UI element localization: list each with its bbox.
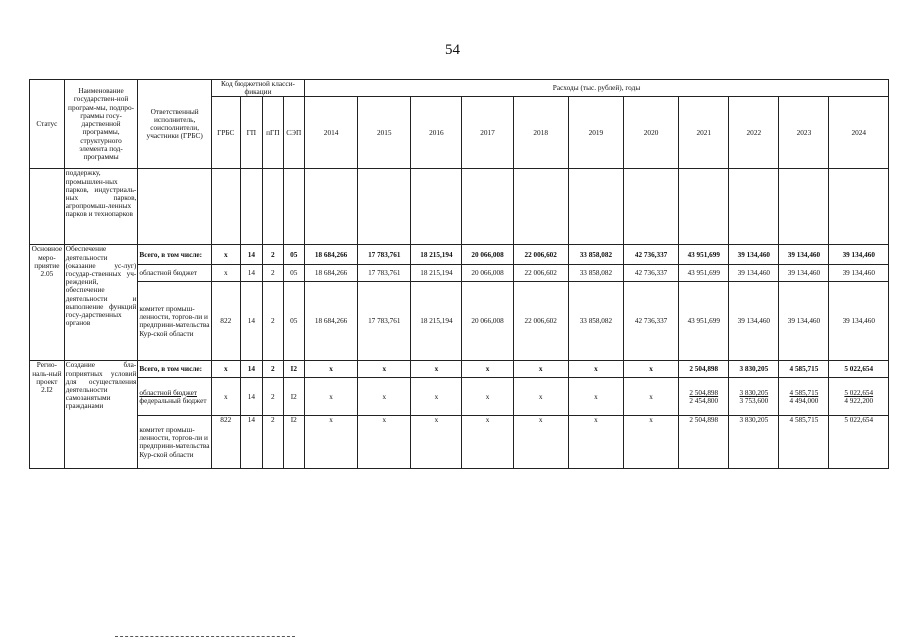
section-status: Регио-наль-ный проект 2.I2 bbox=[30, 361, 65, 469]
header-budget-code: Код бюджетной класси-фикации bbox=[211, 80, 304, 97]
value-cell: 39 134,460 bbox=[729, 282, 779, 361]
code-cell: 2 bbox=[263, 265, 283, 282]
value-cell: 22 006,602 bbox=[513, 265, 568, 282]
value-cell: 18 215,194 bbox=[411, 245, 462, 265]
code-cell: 2 bbox=[263, 282, 283, 361]
code-cell: I2 bbox=[283, 416, 305, 469]
value-cell: x bbox=[305, 378, 358, 416]
value-cell: x bbox=[568, 361, 623, 378]
section-name: Обеспечение деятельности (оказание ус-луг) государ-ственных уч-реждений, обеспечение деятельности и выполнение функций госу-дарственных органов bbox=[64, 245, 138, 361]
code-cell: 822 bbox=[211, 282, 240, 361]
value-cell: 4 922,200 bbox=[844, 396, 874, 405]
code-cell: 14 bbox=[240, 245, 262, 265]
value-cell: x bbox=[358, 416, 411, 469]
value-cell: 18 684,266 bbox=[305, 265, 358, 282]
code-cell: 14 bbox=[240, 282, 262, 361]
value-cell: 39 134,460 bbox=[729, 265, 779, 282]
header-year: 2019 bbox=[568, 97, 623, 169]
value-cell: x bbox=[305, 361, 358, 378]
section-name: Создание бла-гоприятных условий для осуществления деятельности самозанятыми гражданами bbox=[64, 361, 138, 469]
header-year: 2024 bbox=[829, 97, 889, 169]
header-row-1 bbox=[30, 80, 889, 97]
value-cell: 3 830,205 bbox=[729, 416, 779, 469]
value-cell: 22 006,602 bbox=[513, 245, 568, 265]
value-cell: x bbox=[462, 416, 513, 469]
value-cell: x bbox=[513, 416, 568, 469]
value-cell: x bbox=[568, 378, 623, 416]
table-row bbox=[30, 416, 889, 469]
value-cell: x bbox=[358, 361, 411, 378]
value-cell: 20 066,008 bbox=[462, 245, 513, 265]
code-cell: 14 bbox=[240, 378, 262, 416]
header-expenses: Расходы (тыс. рублей), годы bbox=[305, 80, 889, 97]
budget-table bbox=[29, 79, 889, 469]
value-cell-split bbox=[779, 378, 829, 416]
header-year: 2015 bbox=[358, 97, 411, 169]
row-executor: Всего, в том числе: bbox=[138, 361, 212, 378]
value-cell: 17 783,761 bbox=[358, 265, 411, 282]
row-executor: Всего, в том числе: bbox=[138, 245, 212, 265]
header-code-sep: СЭП bbox=[283, 97, 305, 169]
row-executor: федеральный бюджет bbox=[139, 395, 207, 405]
header-year: 2016 bbox=[411, 97, 462, 169]
value-cell: 39 134,460 bbox=[729, 245, 779, 265]
value-cell: x bbox=[513, 378, 568, 416]
code-cell: 2 bbox=[263, 245, 283, 265]
value-cell: 20 066,008 bbox=[462, 265, 513, 282]
header-year: 2020 bbox=[623, 97, 678, 169]
value-cell: 3 830,205 bbox=[739, 388, 769, 397]
value-cell: 5 022,654 bbox=[829, 416, 889, 469]
code-cell: 2 bbox=[263, 361, 283, 378]
code-cell: 14 bbox=[240, 265, 262, 282]
value-cell: 3 830,205 bbox=[729, 361, 779, 378]
header-executor: Ответственный исполнитель, соисполнители, участники (ГРБС) bbox=[138, 80, 212, 169]
value-cell: 33 858,082 bbox=[568, 245, 623, 265]
code-cell: I2 bbox=[283, 378, 305, 416]
value-cell: 3 753,600 bbox=[739, 396, 769, 405]
value-cell: 18 215,194 bbox=[411, 265, 462, 282]
value-cell: 17 783,761 bbox=[358, 282, 411, 361]
code-cell: x bbox=[211, 378, 240, 416]
value-cell: x bbox=[411, 378, 462, 416]
value-cell: 5 022,654 bbox=[829, 361, 889, 378]
value-cell: x bbox=[623, 361, 678, 378]
page-number: 54 bbox=[445, 42, 460, 58]
value-cell: 42 736,337 bbox=[623, 265, 678, 282]
value-cell: 39 134,460 bbox=[779, 265, 829, 282]
value-cell: x bbox=[305, 416, 358, 469]
continuation-row bbox=[30, 169, 889, 245]
value-cell: 18 684,266 bbox=[305, 245, 358, 265]
row-executor: областной бюджет bbox=[139, 387, 198, 397]
code-cell: I2 bbox=[283, 361, 305, 378]
value-cell: 2 454,800 bbox=[689, 396, 719, 405]
code-cell: 822 bbox=[211, 416, 240, 469]
value-cell: 42 736,337 bbox=[623, 282, 678, 361]
table-row bbox=[30, 282, 889, 361]
value-cell-split bbox=[829, 378, 889, 416]
table-row bbox=[30, 265, 889, 282]
row-executor: комитет промыш-ленности, торгов-ли и предприни-мательства Кур-ской области bbox=[138, 282, 212, 361]
value-cell-split bbox=[679, 378, 729, 416]
value-cell: x bbox=[358, 378, 411, 416]
code-cell: x bbox=[211, 245, 240, 265]
value-cell: 39 134,460 bbox=[779, 282, 829, 361]
header-year: 2023 bbox=[779, 97, 829, 169]
code-cell: 05 bbox=[283, 265, 305, 282]
row-executor: областной бюджет bbox=[138, 265, 212, 282]
value-cell: 2 504,898 bbox=[679, 361, 729, 378]
value-cell: x bbox=[623, 378, 678, 416]
header-year: 2014 bbox=[305, 97, 358, 169]
value-cell: 4 585,715 bbox=[779, 361, 829, 378]
value-cell-split bbox=[729, 378, 779, 416]
value-cell: 17 783,761 bbox=[358, 245, 411, 265]
value-cell: 42 736,337 bbox=[623, 245, 678, 265]
value-cell: 22 006,602 bbox=[513, 282, 568, 361]
code-cell: x bbox=[211, 361, 240, 378]
value-cell: 18 684,266 bbox=[305, 282, 358, 361]
header-year: 2022 bbox=[729, 97, 779, 169]
code-cell: 05 bbox=[283, 245, 305, 265]
table-row bbox=[30, 245, 889, 265]
value-cell: x bbox=[568, 416, 623, 469]
value-cell: 20 066,008 bbox=[462, 282, 513, 361]
value-cell: 39 134,460 bbox=[829, 282, 889, 361]
value-cell: x bbox=[411, 361, 462, 378]
header-name: Наименование государствен-ной програм-мы, подпро-граммы госу-дарственной программы, структурного элемента под-программы bbox=[64, 80, 138, 169]
continuation-text: поддержку, промышлен-ных парков, индустриаль-ных парков, агропромыш-ленных парков и технопарков bbox=[64, 169, 138, 245]
header-code-grbs: ГРБС bbox=[211, 97, 240, 169]
value-cell: x bbox=[513, 361, 568, 378]
header-year: 2018 bbox=[513, 97, 568, 169]
value-cell: 39 134,460 bbox=[829, 265, 889, 282]
code-cell: 14 bbox=[240, 361, 262, 378]
code-cell: 05 bbox=[283, 282, 305, 361]
table-row bbox=[30, 378, 889, 416]
value-cell: 4 494,000 bbox=[789, 396, 819, 405]
value-cell: 2 504,898 bbox=[679, 416, 729, 469]
value-cell: 18 215,194 bbox=[411, 282, 462, 361]
value-cell: x bbox=[411, 416, 462, 469]
header-code-pgp: пГП bbox=[263, 97, 283, 169]
row-executor-split bbox=[138, 378, 212, 416]
value-cell: x bbox=[462, 361, 513, 378]
value-cell: 33 858,082 bbox=[568, 282, 623, 361]
value-cell: 43 951,699 bbox=[679, 245, 729, 265]
value-cell: 33 858,082 bbox=[568, 265, 623, 282]
row-executor: комитет промыш-ленности, торгов-ли и предприни-мательства Кур-ской области bbox=[138, 416, 212, 469]
code-cell: x bbox=[211, 265, 240, 282]
value-cell: 4 585,715 bbox=[779, 416, 829, 469]
table-row bbox=[30, 361, 889, 378]
value-cell: 4 585,715 bbox=[789, 388, 819, 397]
section-status: Основное меро-приятие 2.05 bbox=[30, 245, 65, 361]
value-cell: 43 951,699 bbox=[679, 282, 729, 361]
value-cell: x bbox=[623, 416, 678, 469]
header-status: Статус bbox=[30, 80, 65, 169]
header-code-gp: ГП bbox=[240, 97, 262, 169]
value-cell: 39 134,460 bbox=[829, 245, 889, 265]
header-year: 2017 bbox=[462, 97, 513, 169]
value-cell: 39 134,460 bbox=[779, 245, 829, 265]
code-cell: 2 bbox=[263, 416, 283, 469]
value-cell: 5 022,654 bbox=[844, 388, 874, 397]
header-year: 2021 bbox=[679, 97, 729, 169]
page-edge-divider bbox=[115, 636, 295, 637]
code-cell: 14 bbox=[240, 416, 262, 469]
value-cell: 43 951,699 bbox=[679, 265, 729, 282]
code-cell: 2 bbox=[263, 378, 283, 416]
value-cell: 2 504,898 bbox=[689, 388, 719, 397]
value-cell: x bbox=[462, 378, 513, 416]
